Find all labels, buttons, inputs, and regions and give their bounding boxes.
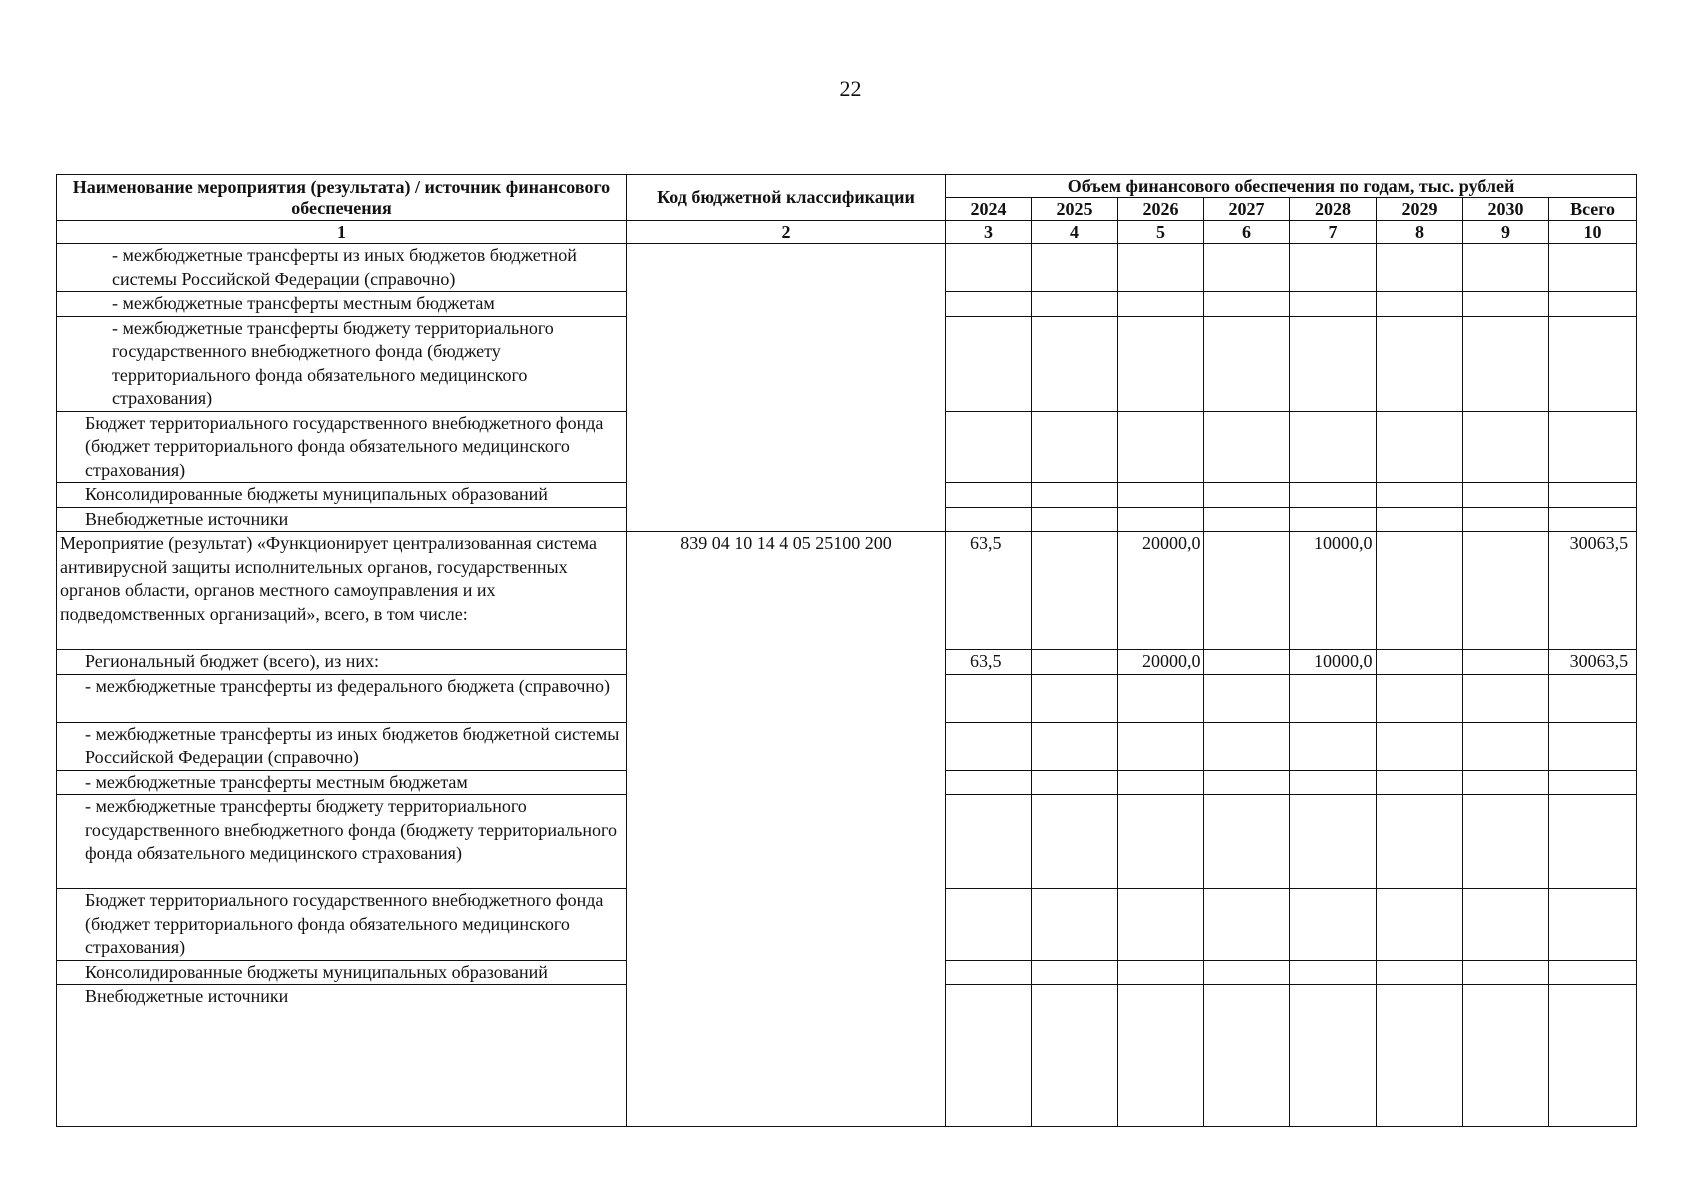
value-2026 xyxy=(1118,507,1204,532)
value-2024 xyxy=(946,770,1032,795)
row-name: Консолидированные бюджеты муниципальных образований xyxy=(57,960,627,985)
value-2025 xyxy=(1032,532,1118,650)
value-2028 xyxy=(1290,722,1377,770)
value-2029 xyxy=(1377,770,1463,795)
value-2027 xyxy=(1204,795,1290,889)
value-2026 xyxy=(1118,960,1204,985)
value-2027 xyxy=(1204,532,1290,650)
value-2028 xyxy=(1290,483,1377,508)
header-year: 2026 xyxy=(1118,198,1204,221)
value-2027 xyxy=(1204,316,1290,411)
value-2024 xyxy=(946,889,1032,961)
value-2030 xyxy=(1463,483,1549,508)
value-2029 xyxy=(1377,960,1463,985)
value-2025 xyxy=(1032,483,1118,508)
value-2029 xyxy=(1377,674,1463,722)
value-2026 xyxy=(1118,483,1204,508)
value-total xyxy=(1549,507,1637,532)
value-2030 xyxy=(1463,244,1549,292)
value-2025 xyxy=(1032,507,1118,532)
value-2027 xyxy=(1204,507,1290,532)
value-2024: 63,5 xyxy=(946,532,1032,650)
row-name: Бюджет территориального государственного внебюджетного фонда (бюджет территориального фонда обязательного медицинского страхования) xyxy=(57,889,627,961)
column-number: 1 xyxy=(57,221,627,244)
value-total: 30063,5 xyxy=(1549,650,1637,675)
value-2028 xyxy=(1290,770,1377,795)
column-number: 9 xyxy=(1463,221,1549,244)
value-total xyxy=(1549,244,1637,292)
value-2030 xyxy=(1463,795,1549,889)
value-2025 xyxy=(1032,960,1118,985)
value-2024 xyxy=(946,960,1032,985)
value-2025 xyxy=(1032,674,1118,722)
value-2028 xyxy=(1290,985,1377,1127)
value-2030 xyxy=(1463,411,1549,483)
column-number: 10 xyxy=(1549,221,1637,244)
header-year: 2027 xyxy=(1204,198,1290,221)
row-name: - межбюджетные трансферты бюджету территориального государственного внебюджетного фонда (бюджету территориального фонда обязательного медицинского страхования) xyxy=(57,795,627,889)
value-2024 xyxy=(946,507,1032,532)
value-2027 xyxy=(1204,985,1290,1127)
value-2030 xyxy=(1463,889,1549,961)
value-2026 xyxy=(1118,722,1204,770)
table-row xyxy=(57,532,1637,650)
value-2028 xyxy=(1290,244,1377,292)
value-2024 xyxy=(946,722,1032,770)
column-number: 3 xyxy=(946,221,1032,244)
value-2027 xyxy=(1204,770,1290,795)
value-2029 xyxy=(1377,985,1463,1127)
value-2027 xyxy=(1204,674,1290,722)
value-total xyxy=(1549,795,1637,889)
value-2029 xyxy=(1377,411,1463,483)
column-number: 8 xyxy=(1377,221,1463,244)
value-total xyxy=(1549,483,1637,508)
value-2030 xyxy=(1463,650,1549,675)
value-total: 30063,5 xyxy=(1549,532,1637,650)
table-row xyxy=(57,244,1637,292)
value-2027 xyxy=(1204,722,1290,770)
value-2029 xyxy=(1377,795,1463,889)
value-2028 xyxy=(1290,507,1377,532)
value-total xyxy=(1549,722,1637,770)
value-total xyxy=(1549,316,1637,411)
value-2029 xyxy=(1377,483,1463,508)
header-name: Наименование мероприятия (результата) / источник финансового обеспечения xyxy=(57,175,627,221)
value-2026: 20000,0 xyxy=(1118,650,1204,675)
financing-table xyxy=(56,174,1637,1127)
value-2028 xyxy=(1290,889,1377,961)
value-2026 xyxy=(1118,889,1204,961)
header-year: 2030 xyxy=(1463,198,1549,221)
value-2028: 10000,0 xyxy=(1290,532,1377,650)
value-2026 xyxy=(1118,795,1204,889)
value-2029 xyxy=(1377,650,1463,675)
value-2030 xyxy=(1463,674,1549,722)
value-2024 xyxy=(946,795,1032,889)
value-2027 xyxy=(1204,292,1290,317)
value-2025 xyxy=(1032,985,1118,1127)
value-2028 xyxy=(1290,674,1377,722)
value-2029 xyxy=(1377,292,1463,317)
value-2024 xyxy=(946,292,1032,317)
value-2026 xyxy=(1118,292,1204,317)
value-2029 xyxy=(1377,889,1463,961)
value-2028: 10000,0 xyxy=(1290,650,1377,675)
value-2025 xyxy=(1032,722,1118,770)
budget-code: 839 04 10 14 4 05 25100 200 xyxy=(627,532,946,1127)
column-number: 2 xyxy=(627,221,946,244)
value-total xyxy=(1549,674,1637,722)
value-2026 xyxy=(1118,316,1204,411)
header-total: Всего xyxy=(1549,198,1637,221)
activity-name: Мероприятие (результат) «Функционирует централизованная система антивирусной защиты исполнительных органов, государственных органов области, органов местного самоуправления и их подведомственных организаций», всего, в том числе: xyxy=(57,532,627,650)
value-2030 xyxy=(1463,292,1549,317)
value-2025 xyxy=(1032,650,1118,675)
value-2024 xyxy=(946,244,1032,292)
value-2024 xyxy=(946,985,1032,1127)
row-name: - межбюджетные трансферты местным бюджетам xyxy=(57,770,627,795)
value-2025 xyxy=(1032,411,1118,483)
row-name: - межбюджетные трансферты местным бюджетам xyxy=(57,292,627,317)
value-2027 xyxy=(1204,889,1290,961)
value-2027 xyxy=(1204,244,1290,292)
page-number: 22 xyxy=(839,76,862,101)
value-2025 xyxy=(1032,889,1118,961)
value-2030 xyxy=(1463,507,1549,532)
value-2026 xyxy=(1118,674,1204,722)
column-number: 6 xyxy=(1204,221,1290,244)
value-2027 xyxy=(1204,411,1290,483)
value-2029 xyxy=(1377,316,1463,411)
value-2024 xyxy=(946,483,1032,508)
value-2025 xyxy=(1032,316,1118,411)
row-name: - межбюджетные трансферты из федерального бюджета (справочно) xyxy=(57,674,627,722)
value-2026 xyxy=(1118,244,1204,292)
header-financing-group: Объем финансового обеспечения по годам, тыс. рублей xyxy=(946,175,1637,198)
value-total xyxy=(1549,292,1637,317)
row-name: - межбюджетные трансферты из иных бюджетов бюджетной системы Российской Федерации (справочно) xyxy=(57,244,627,292)
value-total xyxy=(1549,985,1637,1127)
value-2029 xyxy=(1377,532,1463,650)
value-2029 xyxy=(1377,507,1463,532)
value-2025 xyxy=(1032,770,1118,795)
value-2030 xyxy=(1463,532,1549,650)
value-2029 xyxy=(1377,244,1463,292)
row-name: Внебюджетные источники xyxy=(57,985,627,1127)
row-name: Бюджет территориального государственного внебюджетного фонда (бюджет территориального фонда обязательного медицинского страхования) xyxy=(57,411,627,483)
value-2026: 20000,0 xyxy=(1118,532,1204,650)
value-2024 xyxy=(946,316,1032,411)
row-name: - межбюджетные трансферты из иных бюджетов бюджетной системы Российской Федерации (справочно) xyxy=(57,722,627,770)
value-2030 xyxy=(1463,316,1549,411)
header-year: 2029 xyxy=(1377,198,1463,221)
header-year: 2025 xyxy=(1032,198,1118,221)
value-2028 xyxy=(1290,292,1377,317)
value-2027 xyxy=(1204,483,1290,508)
row-name: Консолидированные бюджеты муниципальных образований xyxy=(57,483,627,508)
column-number: 4 xyxy=(1032,221,1118,244)
column-number: 5 xyxy=(1118,221,1204,244)
column-number: 7 xyxy=(1290,221,1377,244)
value-2030 xyxy=(1463,770,1549,795)
value-2025 xyxy=(1032,795,1118,889)
value-total xyxy=(1549,411,1637,483)
value-2025 xyxy=(1032,244,1118,292)
value-total xyxy=(1549,960,1637,985)
row-name: Внебюджетные источники xyxy=(57,507,627,532)
header-year: 2028 xyxy=(1290,198,1377,221)
value-2028 xyxy=(1290,411,1377,483)
value-2024 xyxy=(946,411,1032,483)
row-name: - межбюджетные трансферты бюджету территориального государственного внебюджетного фонда (бюджету территориального фонда обязательного медицинского страхования) xyxy=(57,316,627,411)
value-2026 xyxy=(1118,770,1204,795)
value-2024: 63,5 xyxy=(946,650,1032,675)
row-name: Региональный бюджет (всего), из них: xyxy=(57,650,627,675)
value-2025 xyxy=(1032,292,1118,317)
value-2027 xyxy=(1204,650,1290,675)
value-2027 xyxy=(1204,960,1290,985)
value-2026 xyxy=(1118,985,1204,1127)
header-year: 2024 xyxy=(946,198,1032,221)
value-total xyxy=(1549,770,1637,795)
value-2026 xyxy=(1118,411,1204,483)
value-total xyxy=(1549,889,1637,961)
value-2029 xyxy=(1377,722,1463,770)
value-2024 xyxy=(946,674,1032,722)
value-2030 xyxy=(1463,960,1549,985)
header-code: Код бюджетной классификации xyxy=(627,175,946,221)
value-2030 xyxy=(1463,985,1549,1127)
value-2030 xyxy=(1463,722,1549,770)
value-2028 xyxy=(1290,795,1377,889)
budget-code-cell xyxy=(627,244,946,532)
value-2028 xyxy=(1290,316,1377,411)
value-2028 xyxy=(1290,960,1377,985)
